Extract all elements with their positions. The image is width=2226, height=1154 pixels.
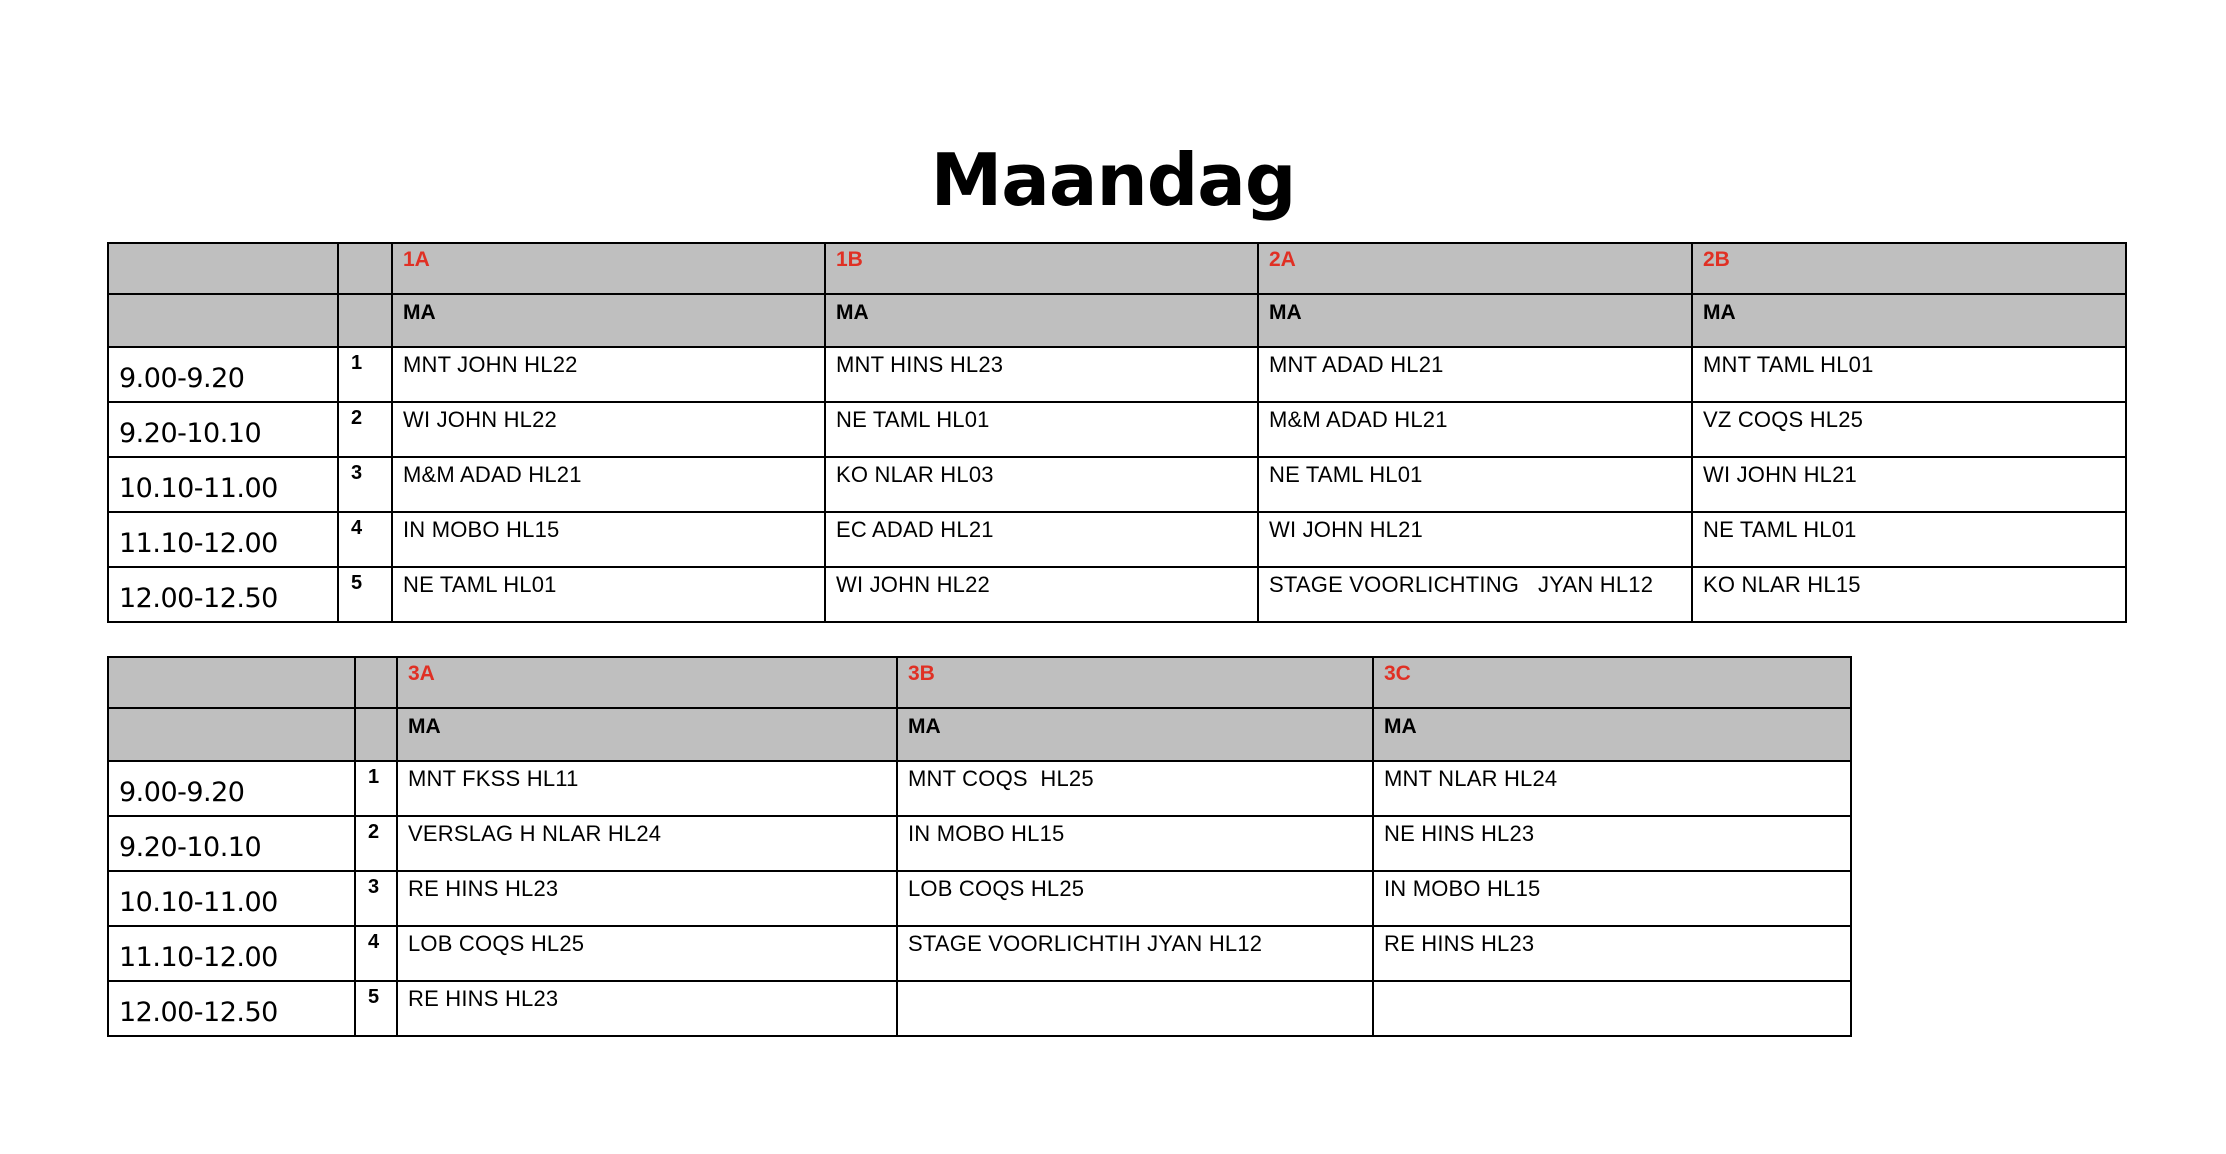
lesson-cell: NE TAML HL01 [1692, 512, 2126, 567]
table-row [108, 761, 1851, 816]
lesson-cell: MNT JOHN HL22 [392, 347, 825, 402]
time-slot: 9.00-9.20 [108, 761, 355, 816]
subject-header-row [108, 708, 1851, 761]
period-number: 3 [338, 457, 392, 512]
time-header-cell [108, 657, 355, 708]
lesson-cell: STAGE VOORLICHTIH JYAN HL12 [897, 926, 1373, 981]
lesson-cell: VZ COQS HL25 [1692, 402, 2126, 457]
time-slot: 9.20-10.10 [108, 402, 338, 457]
time-slot: 9.20-10.10 [108, 816, 355, 871]
time-slot: 12.00-12.50 [108, 567, 338, 622]
page-title: Maandag [930, 138, 1296, 222]
lesson-cell: MNT TAML HL01 [1692, 347, 2126, 402]
lesson-cell: NE TAML HL01 [825, 402, 1258, 457]
table-row [108, 347, 2126, 402]
period-number: 4 [355, 926, 397, 981]
num-header-cell [338, 294, 392, 347]
time-slot: 11.10-12.00 [108, 926, 355, 981]
lesson-cell: M&M ADAD HL21 [392, 457, 825, 512]
table-row [108, 871, 1851, 926]
lesson-cell: WI JOHN HL22 [825, 567, 1258, 622]
schedule-table-1 [107, 242, 2127, 623]
lesson-cell: VERSLAG H NLAR HL24 [397, 816, 897, 871]
time-slot: 10.10-11.00 [108, 871, 355, 926]
time-slot: 11.10-12.00 [108, 512, 338, 567]
period-number: 2 [355, 816, 397, 871]
class-header-row [108, 243, 2126, 294]
lesson-cell: NE TAML HL01 [392, 567, 825, 622]
table-row [108, 567, 2126, 622]
table-row [108, 402, 2126, 457]
lesson-cell: MNT NLAR HL24 [1373, 761, 1851, 816]
time-header-cell [108, 708, 355, 761]
subject-label: MA [897, 708, 1373, 761]
lesson-cell: EC ADAD HL21 [825, 512, 1258, 567]
class-label: 3C [1373, 657, 1851, 708]
subject-header-row [108, 294, 2126, 347]
lesson-cell: WI JOHN HL21 [1692, 457, 2126, 512]
lesson-cell: WI JOHN HL22 [392, 402, 825, 457]
subject-label: MA [1258, 294, 1692, 347]
class-label: 3A [397, 657, 897, 708]
time-header-cell [108, 243, 338, 294]
table-row [108, 981, 1851, 1036]
table-row [108, 457, 2126, 512]
lesson-cell [1373, 981, 1851, 1036]
period-number: 1 [338, 347, 392, 402]
lesson-cell: LOB COQS HL25 [897, 871, 1373, 926]
table-row [108, 926, 1851, 981]
lesson-cell: LOB COQS HL25 [397, 926, 897, 981]
subject-label: MA [825, 294, 1258, 347]
lesson-cell: IN MOBO HL15 [1373, 871, 1851, 926]
lesson-cell: MNT COQS HL25 [897, 761, 1373, 816]
time-slot: 9.00-9.20 [108, 347, 338, 402]
lesson-cell [897, 981, 1373, 1036]
lesson-cell: WI JOHN HL21 [1258, 512, 1692, 567]
lesson-cell: MNT ADAD HL21 [1258, 347, 1692, 402]
num-header-cell [338, 243, 392, 294]
subject-label: MA [1373, 708, 1851, 761]
num-header-cell [355, 657, 397, 708]
period-number: 5 [338, 567, 392, 622]
class-label: 3B [897, 657, 1373, 708]
lesson-cell: KO NLAR HL03 [825, 457, 1258, 512]
time-slot: 12.00-12.50 [108, 981, 355, 1036]
period-number: 4 [338, 512, 392, 567]
class-label: 1B [825, 243, 1258, 294]
lesson-cell: M&M ADAD HL21 [1258, 402, 1692, 457]
schedule-table-2 [107, 656, 1852, 1037]
subject-label: MA [392, 294, 825, 347]
class-label: 2B [1692, 243, 2126, 294]
class-header-row [108, 657, 1851, 708]
class-label: 2A [1258, 243, 1692, 294]
class-label: 1A [392, 243, 825, 294]
subject-label: MA [397, 708, 897, 761]
num-header-cell [355, 708, 397, 761]
lesson-cell: RE HINS HL23 [397, 981, 897, 1036]
lesson-cell: RE HINS HL23 [1373, 926, 1851, 981]
lesson-cell: IN MOBO HL15 [897, 816, 1373, 871]
period-number: 1 [355, 761, 397, 816]
table-row [108, 816, 1851, 871]
lesson-cell: NE HINS HL23 [1373, 816, 1851, 871]
table-row [108, 512, 2126, 567]
time-slot: 10.10-11.00 [108, 457, 338, 512]
lesson-cell: IN MOBO HL15 [392, 512, 825, 567]
period-number: 2 [338, 402, 392, 457]
lesson-cell: NE TAML HL01 [1258, 457, 1692, 512]
period-number: 3 [355, 871, 397, 926]
lesson-cell: MNT FKSS HL11 [397, 761, 897, 816]
lesson-cell: MNT HINS HL23 [825, 347, 1258, 402]
subject-label: MA [1692, 294, 2126, 347]
lesson-cell: RE HINS HL23 [397, 871, 897, 926]
time-header-cell [108, 294, 338, 347]
lesson-cell: KO NLAR HL15 [1692, 567, 2126, 622]
period-number: 5 [355, 981, 397, 1036]
lesson-cell: STAGE VOORLICHTING JYAN HL12 [1258, 567, 1692, 622]
